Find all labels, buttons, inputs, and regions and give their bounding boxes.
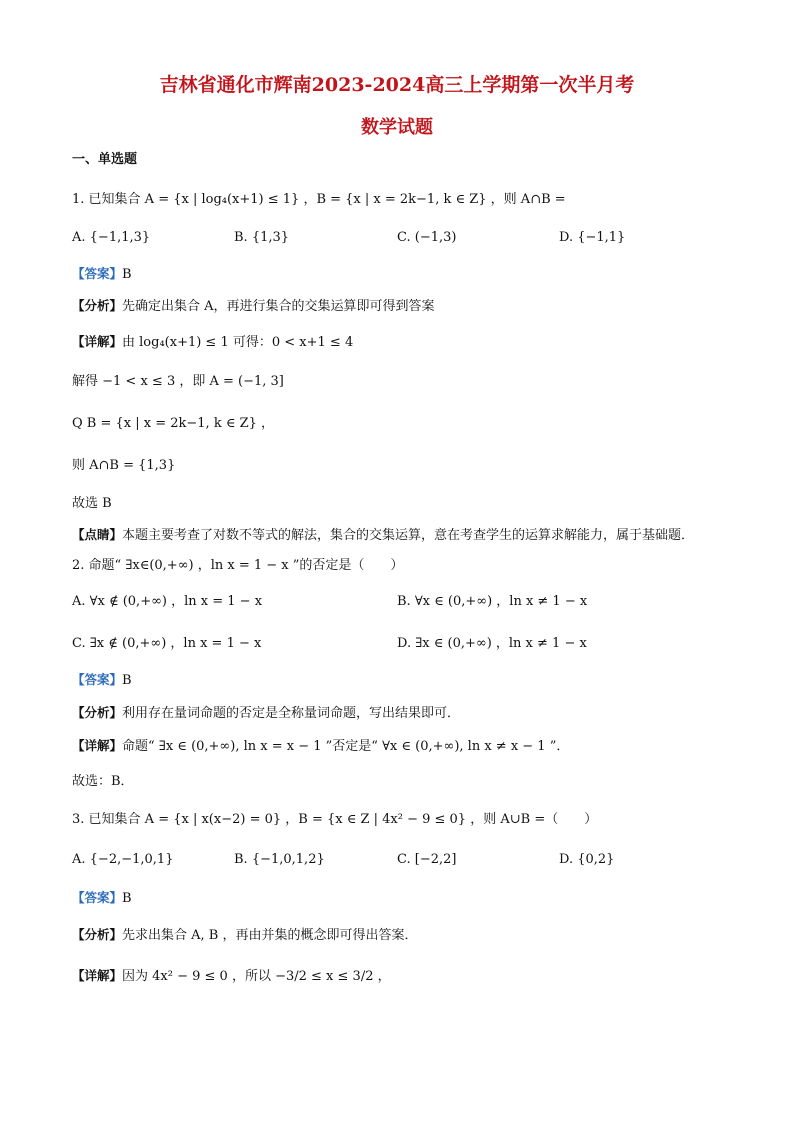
q2-final: 故选：B． [72,774,134,789]
q1-detail-line-3: Q B = {x | x = 2k−1, k ∈ Z} ， [72,416,275,431]
q1-option-c: C. (−1,3) [397,230,457,245]
answer-label: 【答案】 [72,672,123,687]
q1-option-d: D. {−1,1} [559,230,626,245]
q2-answer [72,670,132,691]
analysis-label: 【分析】 [72,927,123,942]
q2-option-c: C. ∃x ∉ (0,+∞) ，ln x = 1 − x [72,636,262,651]
q3-option-b: B. {−1,0,1,2} [234,852,325,867]
q3-option-d: D. {0,2} [559,852,615,867]
analysis-text: 先求出集合 A, B ，再由并集的概念即可得出答案． [122,928,418,943]
analysis-label: 【分析】 [72,705,123,720]
answer-value: B [122,267,132,282]
analysis-label: 【分析】 [72,298,123,313]
detail-text: 因为 4x² − 9 ≤ 0 ，所以 −3/2 ≤ x ≤ 3/2 ， [122,969,391,984]
q1-comment [72,525,694,546]
analysis-text: 利用存在量词命题的否定是全称量词命题，写出结果即可． [122,706,461,721]
q3-option-c: C. [−2,2] [397,852,457,867]
document-title: 吉林省通化市辉南2023-2024高三上学期第一次半月考 [159,74,635,96]
answer-value: B [122,891,132,906]
q2-option-d: D. ∃x ∈ (0,+∞) ，ln x ≠ 1 − x [397,636,587,651]
q1-option-b: B. {1,3} [234,230,290,245]
q1-analysis [72,296,435,317]
q2-analysis [72,703,460,724]
detail-label: 【详解】 [72,334,123,349]
detail-label: 【详解】 [72,968,123,983]
comment-text: 本题主要考查了对数不等式的解法，集合的交集运算，意在考查学生的运算求解能力，属于基础题． [122,528,695,543]
q1-option-a: A. {−1,1,3} [72,230,151,245]
answer-label: 【答案】 [72,266,123,281]
section-heading: 一、单选题 [72,152,138,167]
q2-option-a: A. ∀x ∉ (0,+∞) ，ln x = 1 − x [72,594,263,609]
comment-label: 【点睛】 [72,527,123,542]
q2-stem: 2. 命题“ ∃x∈(0,+∞) ，ln x = 1 − x ”的否定是（ ） [72,558,404,573]
q1-detail-line-4: 则 A∩B = {1,3} [72,458,176,473]
answer-label: 【答案】 [72,890,123,905]
q1-stem: 1. 已知集合 A = {x | log₄(x+1) ≤ 1} ，B = {x | x = 2k−1, k ∈ Z} ，则 A∩B = [72,192,566,207]
q2-option-b: B. ∀x ∈ (0,+∞) ，ln x ≠ 1 − x [397,594,588,609]
q3-analysis [72,925,418,946]
q1-answer [72,264,132,285]
q2-detail [72,736,569,757]
q1-detail-line-1 [72,332,353,353]
q1-detail-line-5: 故选 B [72,496,112,511]
detail-text: 由 log₄(x+1) ≤ 1 可得：0 < x+1 ≤ 4 [122,335,354,350]
analysis-text: 先确定出集合 A，再进行集合的交集运算即可得到答案 [122,299,435,314]
q3-stem: 3. 已知集合 A = {x | x(x−2) = 0} ，B = {x ∈ Z | 4x² − 9 ≤ 0} ，则 A∪B =（ ） [72,812,598,827]
detail-label: 【详解】 [72,738,123,753]
q1-detail-line-2: 解得 −1 < x ≤ 3 ，即 A = (−1, 3] [72,374,284,389]
q3-option-a: A. {−2,−1,0,1} [72,852,174,867]
detail-text: 命题“ ∃x ∈ (0,+∞), ln x = x − 1 ”否定是“ ∀x ∈ (0,+∞), ln x ≠ x − 1 ”． [122,739,570,754]
answer-value: B [122,673,132,688]
q3-detail [72,966,391,987]
document-subtitle: 数学试题 [361,117,433,138]
q3-answer [72,888,132,909]
